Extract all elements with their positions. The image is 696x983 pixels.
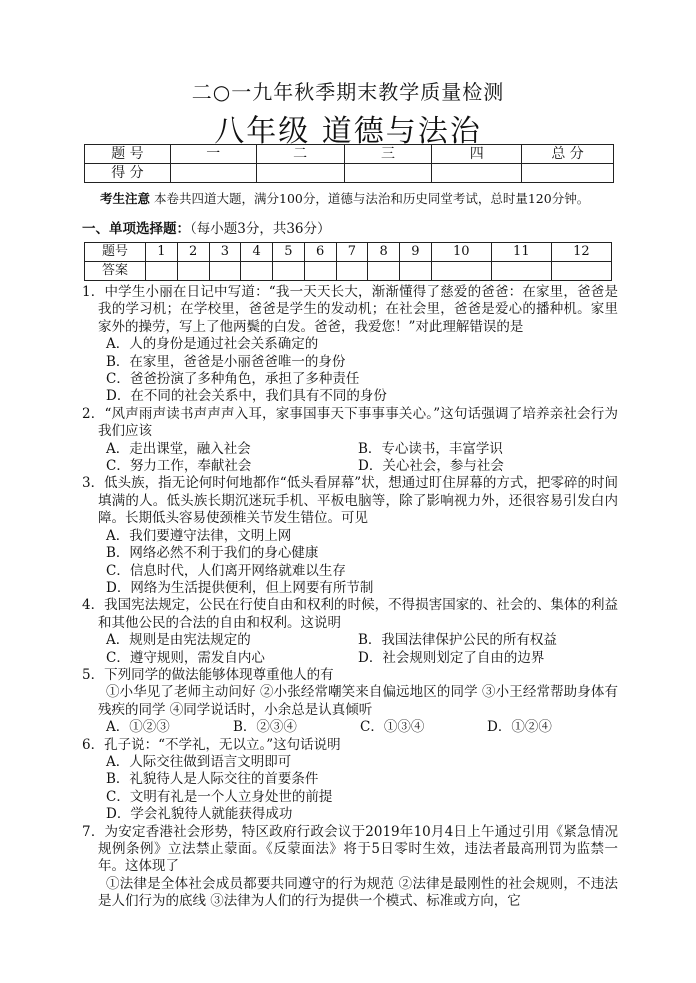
option-b: B．礼貌待人是人际交往的首要条件 [106,771,319,788]
section-heading [82,220,331,238]
answer-cell[interactable] [551,262,611,281]
question-2 [82,406,618,476]
answer-cell: 9 [400,243,432,262]
option-a: A．走出课堂，融入社会 [106,440,251,457]
note-label: 考生注意 [100,191,151,206]
answer-cell: 答案 [85,262,146,281]
question-7 [82,824,618,911]
answer-cell[interactable] [491,262,551,281]
score-cell: 二 [256,145,344,164]
question-3 [82,475,618,597]
answer-cell: 5 [273,243,305,262]
option-a: A．人际交往做到语言文明即可 [106,753,292,770]
answer-cell[interactable] [336,262,368,281]
answer-table-answer-row [85,262,612,281]
question-stem: 2．“风声雨声读书声声声入耳，家事国事天下事事事关心。”这句话强调了培养亲社会行为我们应该 [82,405,618,440]
exam-title: 二○一九年秋季期末教学质量检测 [191,80,505,104]
answer-cell[interactable] [177,262,209,281]
option-a: A．规则是由宪法规定的 [106,632,251,649]
question-4 [82,597,618,667]
answer-table [84,242,612,281]
score-cell[interactable] [522,164,614,183]
score-table [84,144,614,183]
answer-cell: 11 [491,243,551,262]
score-cell[interactable] [256,164,344,183]
section-label: 一、单项选择题： [82,221,190,237]
question-stem: 4．我国宪法规定，公民在行使自由和权利的时候，不得损害国家的、社会的、集体的利益和其他公民的合法的自由和权利。这说明 [82,597,618,631]
option-row [82,441,618,458]
question-stem: 7．为安定香港社会形势，特区政府行政会议于2019年10月4日上午通过引用《紧急情况规例条例》立法禁止蒙面。《反蒙面法》将于5日零时生效，违法者最高刑罚为监禁一年。这体现了 [82,823,618,875]
answer-cell[interactable] [431,262,491,281]
exam-subject-title: 八年级 道德与法治 [214,114,482,149]
answer-cell: 2 [177,243,209,262]
option-row [82,632,618,649]
answer-cell[interactable] [273,262,305,281]
option-d: D．在不同的社会关系中，我们具有不同的身份 [106,388,387,405]
option-d: D．网络为生活提供便利，但上网要有所节制 [106,579,374,596]
option-c: C．信息时代，人们离开网络就难以生存 [106,562,346,579]
option-c: C．爸爸扮演了多种角色，承担了多种责任 [106,371,360,388]
option-b: B．专心读书，丰富学识 [358,440,503,457]
answer-cell: 7 [336,243,368,262]
option-d: D．关心社会，参与社会 [358,458,504,475]
answer-cell: 10 [431,243,491,262]
question-stem: 1．中学生小丽在日记中写道：“我一天天长大，渐渐懂得了慈爱的爸爸：在家里，爸爸是我的学习机；在学校里，爸爸是学生的发动机；在社会里，爸爸是爱心的播种机。家里家外的操劳，写上了他两鬓的白发。爸爸，我爱您！”对此理解错误的是 [82,284,618,335]
score-cell[interactable] [170,164,256,183]
answer-cell: 8 [368,243,400,262]
question-stem: 6．孔子说：“不学礼，无以立。”这句话说明 [82,736,341,753]
score-table-score-row [85,164,614,183]
option-b: B．②③④ [233,719,297,736]
answer-cell: 题号 [85,243,146,262]
score-cell[interactable] [432,164,522,183]
option-c: C．文明有礼是一个人立身处世的前提 [106,788,333,805]
answer-cell: 6 [304,243,336,262]
question-stem: 5．下列同学的做法能够体现尊重他人的有 [82,666,334,683]
answer-cell[interactable] [400,262,432,281]
option-row [82,719,618,736]
answer-cell: 3 [209,243,241,262]
option-a: A．①②③ [106,719,170,736]
score-cell: 一 [170,145,256,164]
answer-cell: 12 [551,243,611,262]
option-b: B．我国法律保护公民的所有权益 [358,632,557,649]
option-d: D．社会规则划定了自由的边界 [358,649,545,666]
question-items: ①小华见了老师主动问好 ②小张经常嘲笑来自偏远地区的同学 ③小王经常帮助身体有残疾的同学 ④同学说话时，小余总是认真倾听 [98,684,618,718]
answer-cell[interactable] [146,262,178,281]
score-table-header-row [85,145,614,164]
option-d: D．①②④ [487,719,552,736]
score-cell: 三 [344,145,432,164]
option-b: B．在家里，爸爸是小丽爸爸唯一的身份 [106,353,346,370]
question-stem: 3．低头族，指无论何时何地都作“低头看屏幕”状，想通过盯住屏幕的方式，把零碎的时间填满的人。低头族长期沉迷玩手机、平板电脑等，除了影响视力外，还很容易引发白内障。长期低头容易使颈椎关节发生错位。可见 [82,475,618,527]
question-6 [82,737,618,824]
question-items: ①法律是全体社会成员都要共同遵守的行为规范 ②法律是最刚性的社会规则，不违法是人们行为的底线 ③法律为人们的行为提供一个模式、标准或方向，它 [98,875,618,910]
option-d: D．学会礼貌待人就能获得成功 [106,806,293,823]
score-cell: 题 号 [85,145,171,164]
question-list [82,284,618,911]
answer-cell[interactable] [304,262,336,281]
score-cell: 总 分 [522,145,614,164]
answer-cell[interactable] [368,262,400,281]
answer-table-number-row [85,243,612,262]
question-1 [82,284,618,406]
option-row [82,650,618,667]
answer-cell: 4 [241,243,273,262]
question-5 [82,667,618,737]
option-row [82,458,618,475]
option-c: C．①③④ [360,719,425,736]
score-cell: 四 [432,145,522,164]
option-c: C．遵守规则，需发自内心 [106,649,265,666]
answer-cell[interactable] [241,262,273,281]
score-cell[interactable] [344,164,432,183]
option-a: A．我们要遵守法律，文明上网 [106,527,292,544]
answer-cell[interactable] [209,262,241,281]
option-b: B．网络必然不利于我们的身心健康 [106,545,319,562]
score-cell: 得 分 [85,164,171,183]
answer-cell: 1 [146,243,178,262]
note-text: 本卷共四道大题，满分100分，道德与法治和历史同堂考试，总时量120分钟。 [150,191,590,206]
option-c: C．努力工作，奉献社会 [106,458,252,475]
option-a: A．人的身份是通过社会关系确定的 [106,336,319,353]
section-detail: （每小题3分，共36分） [190,221,331,237]
exam-note [100,190,620,208]
